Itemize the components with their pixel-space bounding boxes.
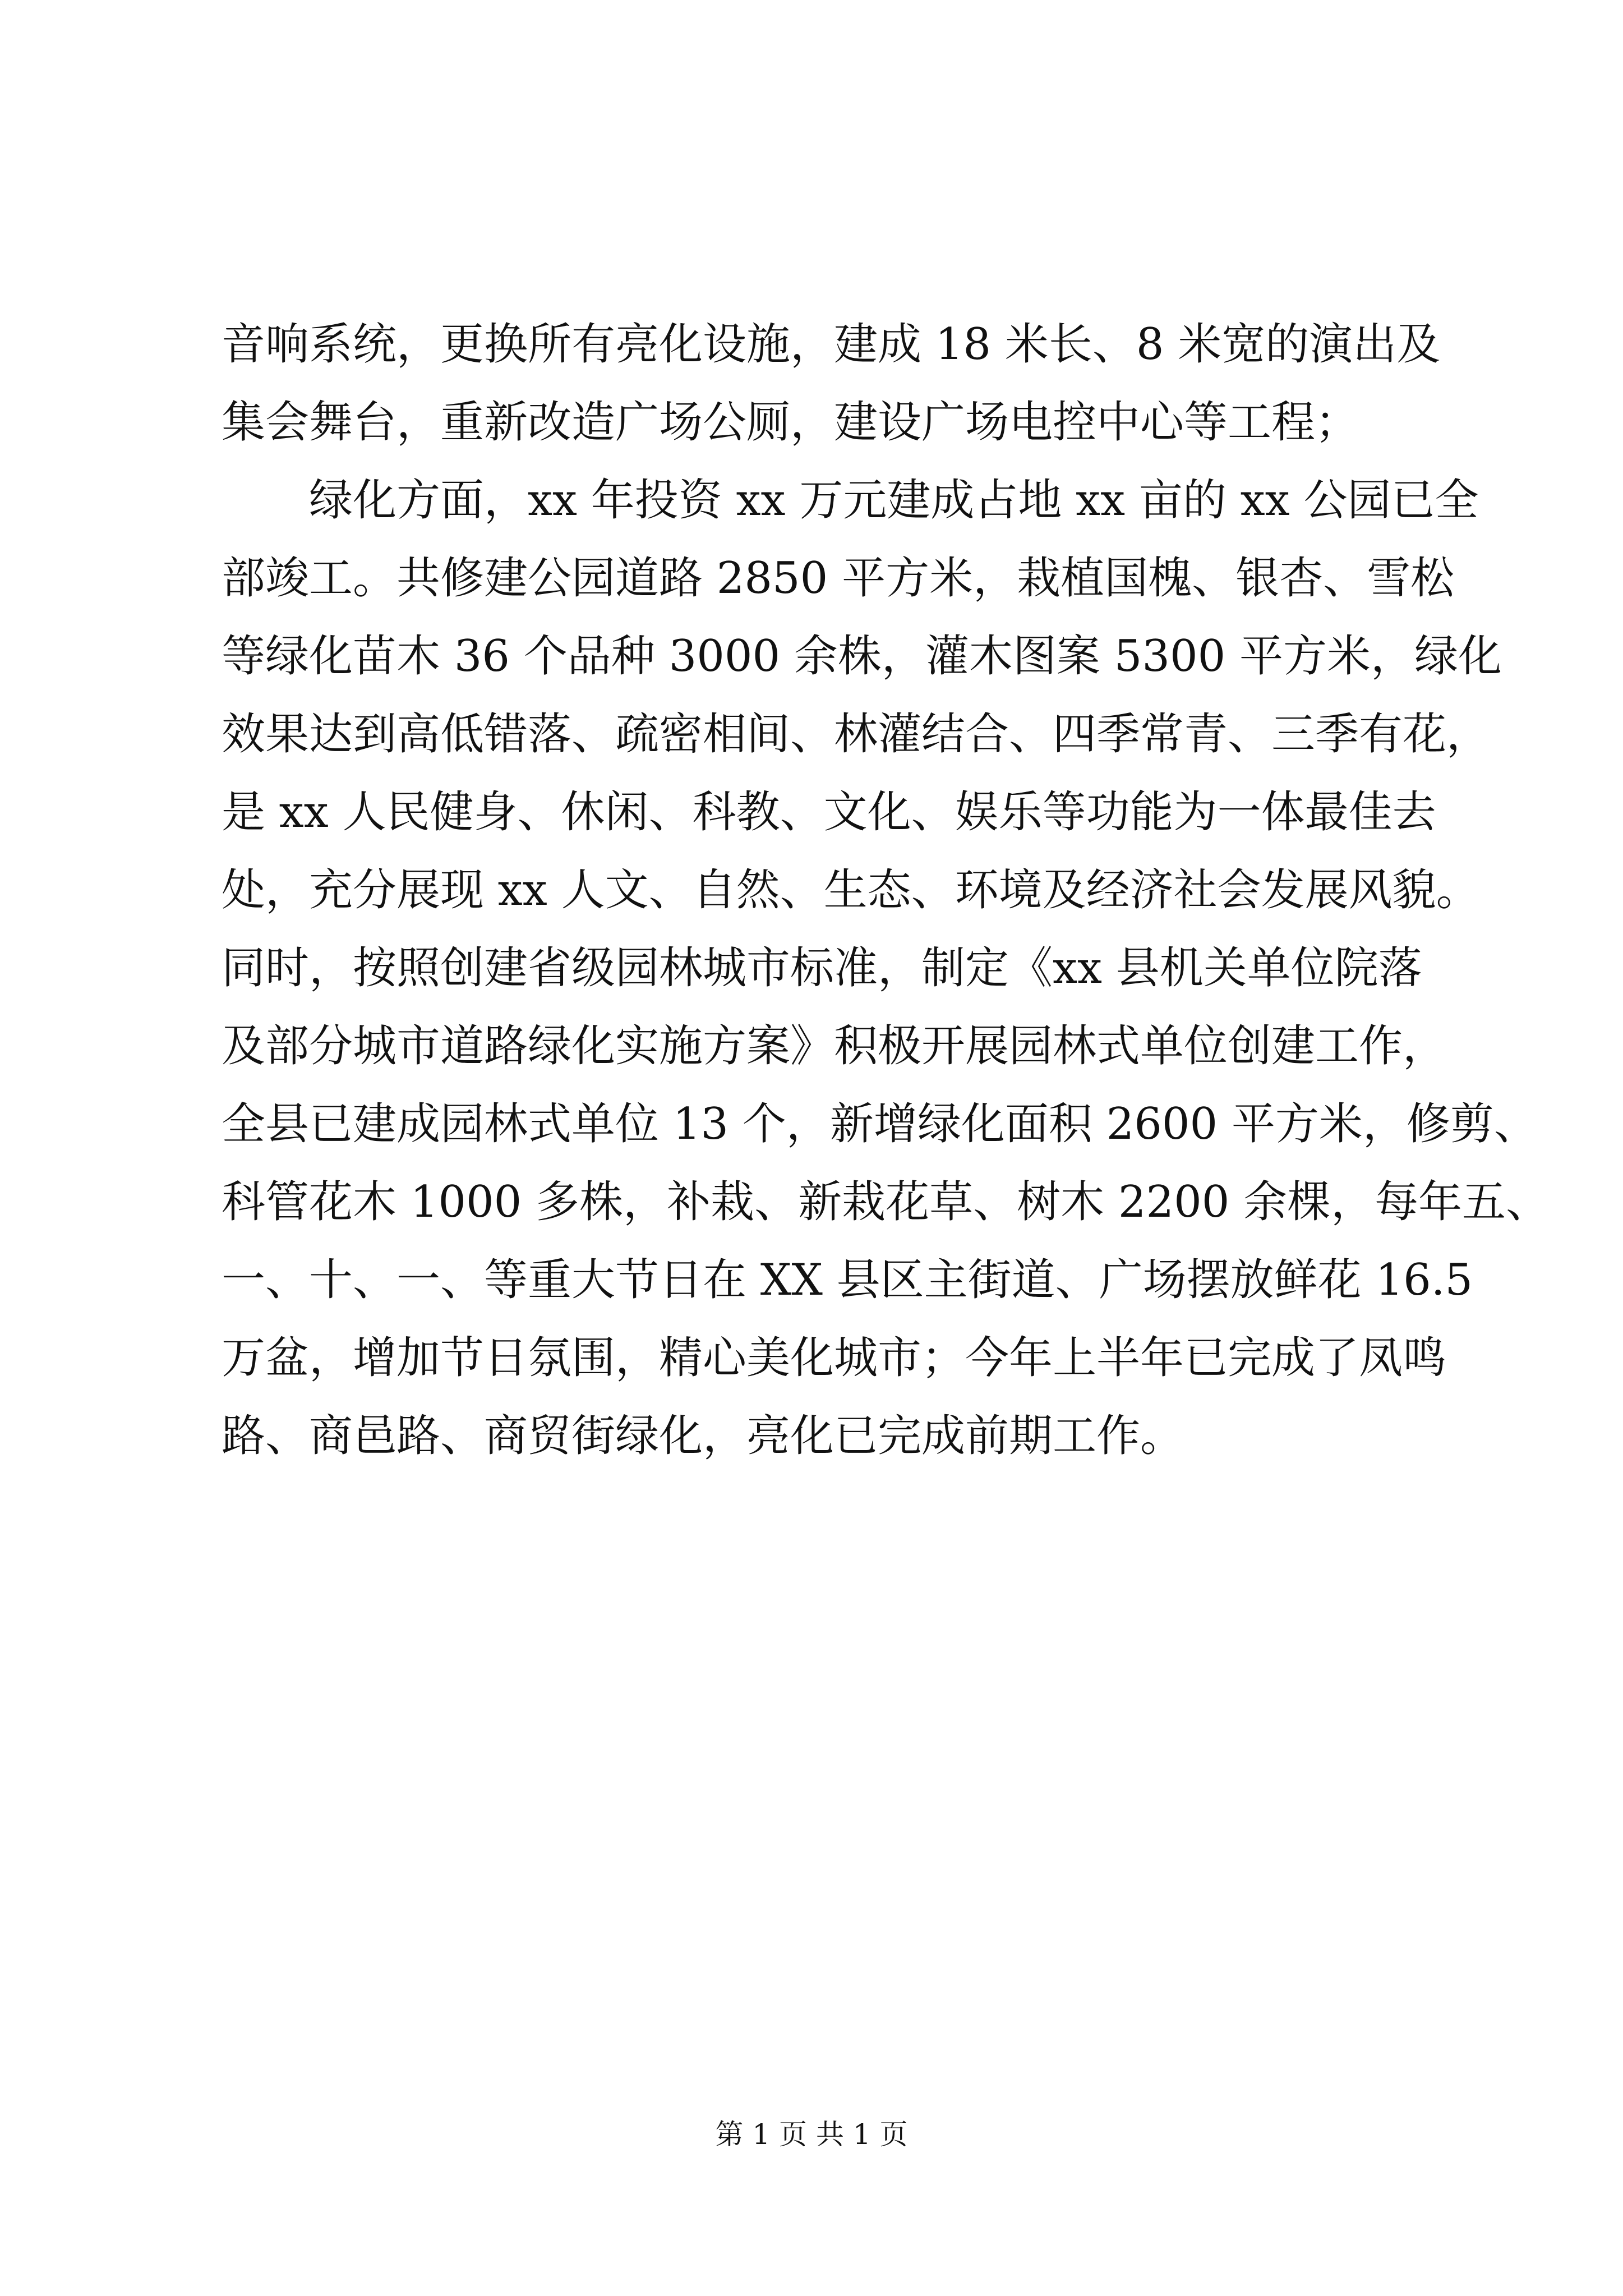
text-line: 部竣工。共修建公园道路 2850 平方米，栽植国槐、银杏、雪松 [222, 553, 1455, 604]
text-line: 效果达到高低错落、疏密相间、林灌结合、四季常青、三季有花， [222, 709, 1491, 760]
text-line: 绿化方面，xx 年投资 xx 万元建成占地 xx 亩的 xx 公园已全 [222, 475, 1479, 526]
text-line: 路、商邑路、商贸街绿化，亮化已完成前期工作。 [222, 1411, 1184, 1461]
text-line: 科管花木 1000 多株，补栽、新栽花草、树木 2200 余棵，每年五、 [222, 1177, 1550, 1227]
text-line: 万盆，增加节日氛围，精心美化城市；今年上半年已完成了凤鸣 [222, 1333, 1447, 1383]
page-footer [0, 2118, 1623, 2151]
text-line: 音响系统，更换所有亮化设施，建成 18 米长、8 米宽的演出及 [222, 319, 1441, 370]
document-body [222, 306, 1550, 1475]
text-line: 一、十、一、等重大节日在 XX 县区主街道、广场摆放鲜花 16.5 [222, 1255, 1473, 1305]
text-line: 及部分城市道路绿化实施方案》积极开展园林式单位创建工作， [222, 1021, 1447, 1071]
text-line: 全县已建成园林式单位 13 个，新增绿化面积 2600 平方米，修剪、 [222, 1099, 1538, 1149]
text-line: 同时，按照创建省级园林城市标准，制定《xx 县机关单位院落 [222, 943, 1422, 993]
text-line: 是 xx 人民健身、休闲、科教、文化、娱乐等功能为一体最佳去 [222, 787, 1436, 838]
text-line: 集会舞台，重新改造广场公厕，建设广场电控中心等工程； [222, 397, 1359, 448]
text-line: 处，充分展现 xx 人文、自然、生态、环境及经济社会发展风貌。 [222, 865, 1480, 915]
page-number: 第 1 页 共 1 页 [715, 2118, 908, 2151]
text-line: 等绿化苗木 36 个品种 3000 余株，灌木图案 5300 平方米，绿化 [222, 631, 1502, 682]
